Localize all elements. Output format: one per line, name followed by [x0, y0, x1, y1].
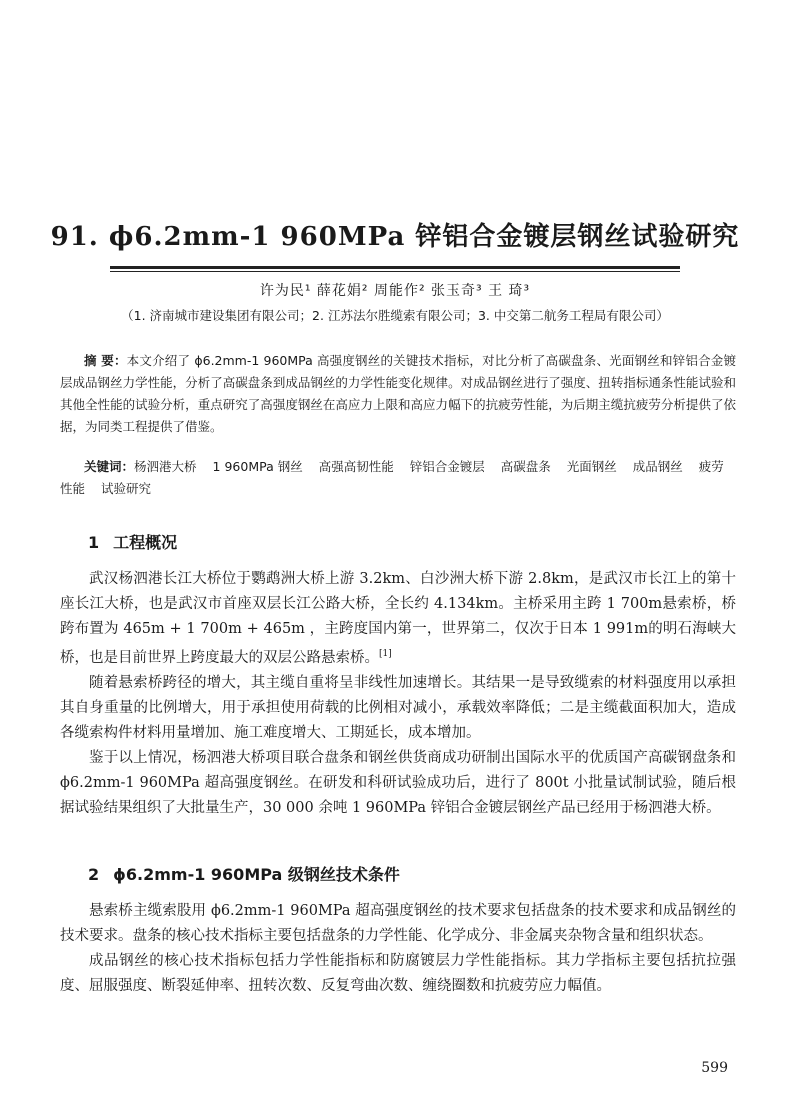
keyword: 1 960MPa 钢丝: [212, 459, 303, 474]
section-1-body: [60, 567, 736, 821]
paragraph: 悬索桥主缆索股用 ϕ6.2mm-1 960MPa 超高强度钢丝的技术要求包括盘条的技术要求和成品钢丝的技术要求。盘条的核心技术指标主要包括盘条的力学性能、化学成分、非金属夹杂物含量和组织状态。: [60, 903, 736, 944]
section-2-body: [60, 899, 736, 999]
title-rule: [110, 266, 680, 269]
author-list: 许为民¹ 薛花娟² 周能作² 张玉奇³ 王 琦³: [259, 283, 531, 299]
section-number: 1: [88, 533, 100, 552]
affiliations: （1. 济南城市建设集团有限公司；2. 江苏法尔胜缆索有限公司；3. 中交第二航务工程局有限公司）: [121, 308, 669, 323]
keyword: 杨泗港大桥: [134, 459, 197, 474]
section-number: 2: [88, 865, 100, 884]
abstract-text: 本文介绍了 ϕ6.2mm-1 960MPa 高强度钢丝的关键技术指标，对比分析了高碳盘条、光面钢丝和锌铝合金镀层成品钢丝力学性能，分析了高碳盘条到成品钢丝的力学性能变化规律。对成品钢丝进行了强度、扭转指标通条性能试验和其他全性能的试验分析，重点研究了高强度钢丝在高应力上限和高应力幅下的抗疲劳性能，为后期主缆抗疲劳分析提供了依据，为同类工程提供了借鉴。: [60, 353, 736, 434]
paragraph: 武汉杨泗港长江大桥位于鹦鹉洲大桥上游 3.2km、白沙洲大桥下游 2.8km，是武汉市长江上的第十座长江大桥，也是武汉市首座双层长江公路大桥，全长约 4.134km。主桥采用主跨 1 700m悬索桥，桥跨布置为 465m + 1 700m + 465m ，主跨度国内第一，世界第二，仅次于日本 1 991m的明石海峡大桥，也是目前世界上跨度最大的双层公路悬索桥。[1]: [60, 571, 736, 666]
paragraph: 成品钢丝的核心技术指标包括力学性能指标和防腐镀层力学性能指标。其力学指标主要包括抗拉强度、屈服强度、断裂延伸率、扭转次数、反复弯曲次数、缠绕圈数和抗疲劳应力幅值。: [60, 953, 736, 994]
keyword: 高强高韧性能: [318, 459, 394, 474]
section-2-heading: [88, 862, 400, 885]
keywords-label: 关键词：: [84, 459, 135, 474]
keyword: 疲劳性能: [60, 459, 724, 496]
keyword: 高碳盘条: [500, 459, 551, 474]
section-title: 工程概况: [113, 533, 178, 552]
paragraph: 随着悬索桥跨径的增大，其主缆自重将呈非线性加速增长。其结果一是导致缆索的材料强度用以承担其自身重量的比例增大，用于承担使用荷载的比例相对减小，承载效率降低；二是主缆截面积加大，造成各缆索构件材料用量增加、施工难度增大、工期延长，成本增加。: [60, 674, 736, 741]
keyword: 成品钢丝: [632, 459, 683, 474]
page-number: 599: [701, 1060, 728, 1076]
paragraph: 鉴于以上情况，杨泗港大桥项目联合盘条和钢丝供货商成功研制出国际水平的优质国产高碳钢盘条和 ϕ6.2mm-1 960MPa 超高强度钢丝。在研发和科研试验成功后，进行了 800t 小批量试制试验，随后根据试验结果组织了大批量生产，30 000 余吨 1 960MPa 锌铝合金镀层钢丝产品已经用于杨泗港大桥。: [60, 749, 736, 816]
keyword: 锌铝合金镀层: [409, 459, 485, 474]
citation: [1]: [379, 649, 392, 659]
section-title: ϕ6.2mm-1 960MPa 级钢丝技术条件: [113, 865, 400, 884]
keywords: [60, 456, 736, 500]
paper-title: 91. ϕ6.2mm-1 960MPa 锌铝合金镀层钢丝试验研究: [50, 222, 740, 252]
abstract: [60, 350, 736, 438]
section-1-heading: [88, 530, 177, 553]
keyword: 试验研究: [101, 481, 152, 496]
abstract-label: 摘 要：: [84, 353, 127, 368]
keyword: 光面钢丝: [566, 459, 617, 474]
